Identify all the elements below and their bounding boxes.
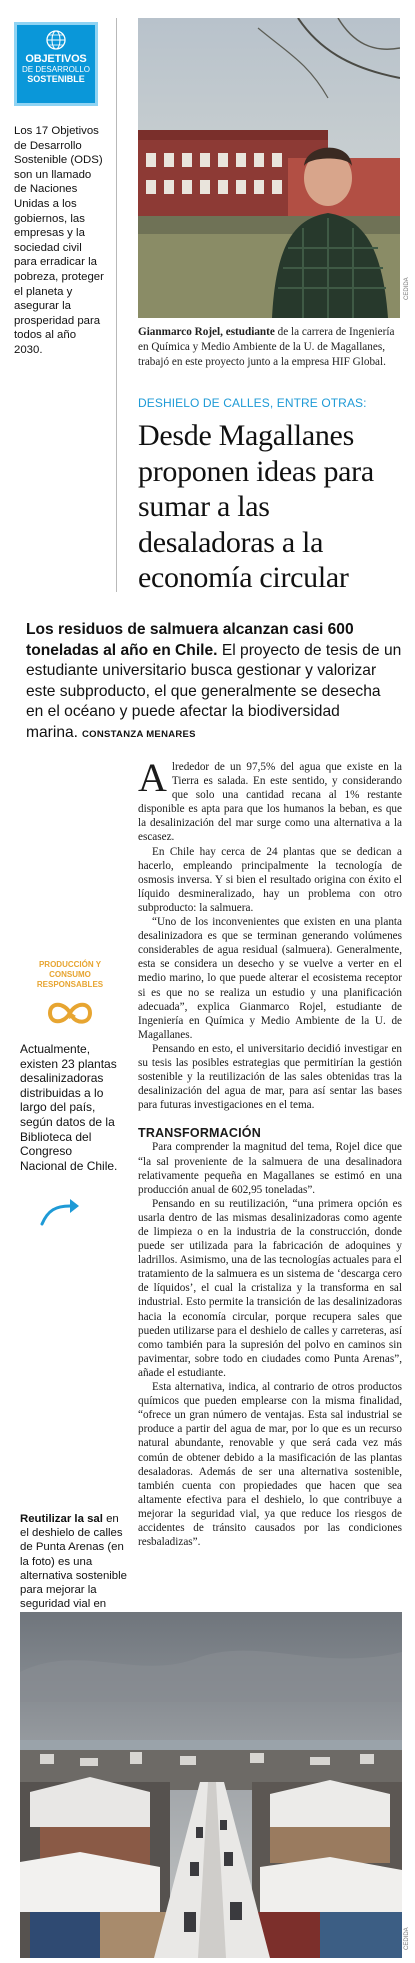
byline: CONSTANZA MENARES [82, 728, 196, 740]
photo-caption [138, 325, 400, 370]
paragraph-1 [138, 755, 402, 845]
punta-arenas-photo [20, 1612, 402, 1958]
kicker: DESHIELO DE CALLES, ENTRE OTRAS: [138, 396, 367, 410]
paragraph-2: En Chile hay cerca de 24 plantas que se dedican a hacerlo, empleando principalmente la tecnología de osmosis inversa. Y si bien el resultado origina con éxito el líquido desmineralizado, hay un problema con otro subproducto: la salmuera. [138, 845, 402, 914]
ods-badge [20, 960, 120, 1026]
infinity-icon [48, 1000, 92, 1026]
side-fact: Actualmente, existen 23 plantas desalinizadoras distribuidas a lo largo del país, según datos de la Biblioteca del Congreso Nacional de Chile. [20, 1042, 118, 1173]
dropcap: A [138, 755, 167, 800]
sdg-logo [14, 22, 98, 106]
deck [26, 620, 402, 745]
un-globe-icon [45, 29, 67, 51]
curved-arrow-icon [40, 1190, 80, 1230]
caption-name: Gianmarco Rojel, estudiante [138, 326, 275, 338]
column-divider [116, 18, 117, 592]
paragraph-5: Para comprender la magnitud del tema, Rojel dice que “la sal proveniente de la salmuera de una desalinadora relativamente pequeña en Magallanes se estimó en una producción anual de 602,95 toneladas”. [138, 1141, 402, 1196]
paragraph-4: Pensando en esto, el universitario decidió investigar en su tesis las posibles estrategias que permitirían la gestión sostenible y la reutilización de las sales obtenidas tras la desalinización del agua de mar, para así sentar las bases para futuras investigaciones en el tema. [138, 1042, 402, 1112]
photo-side-caption [20, 1512, 130, 1626]
paragraph-3: “Uno de los inconvenientes que existen en una planta desalinizadora es que se terminan generando volúmenes considerables de agua residual (salmuera). Generalmente, esta se considera un desecho y se vuelve a verter en el medio marino, lo que puede alterar el ecosistema receptor si es que no se realiza un estudio y una planificación adecuada”, explica Gianmarco Rojel, estudiante de Ingeniería en Química y Medio Ambiente de la U. de Magallanes. [138, 916, 402, 1041]
paragraph-1-text: lrededor de un 97,5% del agua que existe en la Tierra es salada. En este sentido, y considerando que solo una cantidad recana al 1% restante disponible es apta para que los humanos la beban, es que la desalinización del mar surge como una alternativa a la escasez. [138, 761, 402, 844]
photo-credit: CEDIDA [404, 277, 410, 300]
article-body [138, 755, 402, 1549]
sdg-logo-line2: DE DESARROLLO [21, 65, 91, 74]
paragraph-7: Esta alternativa, indica, al contrario de otros productos químicos que pueden emplearse con la misma finalidad, “ofrece un gran número de ventajas. Esta sal industrial se produce a partir del agua de mar, por lo que es un recurso natural abundante, renovable y que será cada vez más común de obtener debido a la masificación de las plantas desaladoras. Además de ser una alternativa sostenible, también cuenta con propiedades que hacen que sea altamente efectiva para el deshielo, lo que contribuye a mejorar la seguridad vial, ya que reduce los riesgos de accidentes de tránsito causados por las condiciones resbaladizas”. [138, 1381, 402, 1549]
deck-text: El proyecto de tesis de un estudiante universitario busca gestionar y valorizar este subproducto, el que generalmente se desecha en el océano y puede afectar la biodiversidad marina. [26, 641, 402, 741]
photo-credit-bottom: CEDIDA [404, 1927, 410, 1950]
deck-bold: Los residuos de salmuera alcanzan casi 600 toneladas al año en Chile. [26, 621, 354, 659]
paragraph-6: Pensando en su reutilización, “una primera opción es usarla dentro de las mismas desalinizadoras como agente de limpieza o en la industria de la construcción, donde puede ser utilizada para la fabricación de adoquines y ladrillos. Asimismo, una de las tecnologías actuales para el tratamiento de la salmuera es un sistema de ‘descarga cero de líquidos’, el cual la cristaliza y la transforma en sal industrial. Esto permite la transición de las desalinizadoras hacia la economía circular, porque recupera sales que pueden utilizarse para el deshielo de calles y carreteras, así como también para la supresión del polvo en caminos sin pavimentar, sobre todo en ciudades como Punta Arenas”, añade el estudiante. [138, 1197, 402, 1379]
ods-badge-label: PRODUCCIÓN Y CONSUMO RESPONSABLES [36, 960, 104, 989]
side-caption-text: en el deshielo de calles de Punta Arenas (en la foto) es una alternativa sostenible para mejorar la seguridad vial en [20, 1513, 128, 1611]
sdg-logo-line1: OBJETIVOS [25, 53, 87, 65]
student-photo [138, 18, 400, 318]
sdg-logo-line3: SOSTENIBLE [27, 74, 85, 84]
caption-text: de la carrera de Ingeniería en Química y Medio Ambiente de la U. de Magallanes, trabajó en este proyecto junto a la empresa HIF Global. [138, 326, 395, 368]
sdg-description: Los 17 Objetivos de Desarrollo Sostenible (ODS) son un llamado de Naciones Unidas a los gobiernos, las empresas y la sociedad civil para erradicar la pobreza, proteger el planeta y asegurar la prosperidad para todos al año 2030. [14, 125, 104, 356]
headline: Desde Magallanes proponen ideas para sumar a las desaladoras a la economía circular [138, 419, 374, 594]
side-caption-bold: Reutilizar la sal [20, 1513, 103, 1525]
subhead: TRANSFORMACIÓN [138, 1126, 261, 1141]
